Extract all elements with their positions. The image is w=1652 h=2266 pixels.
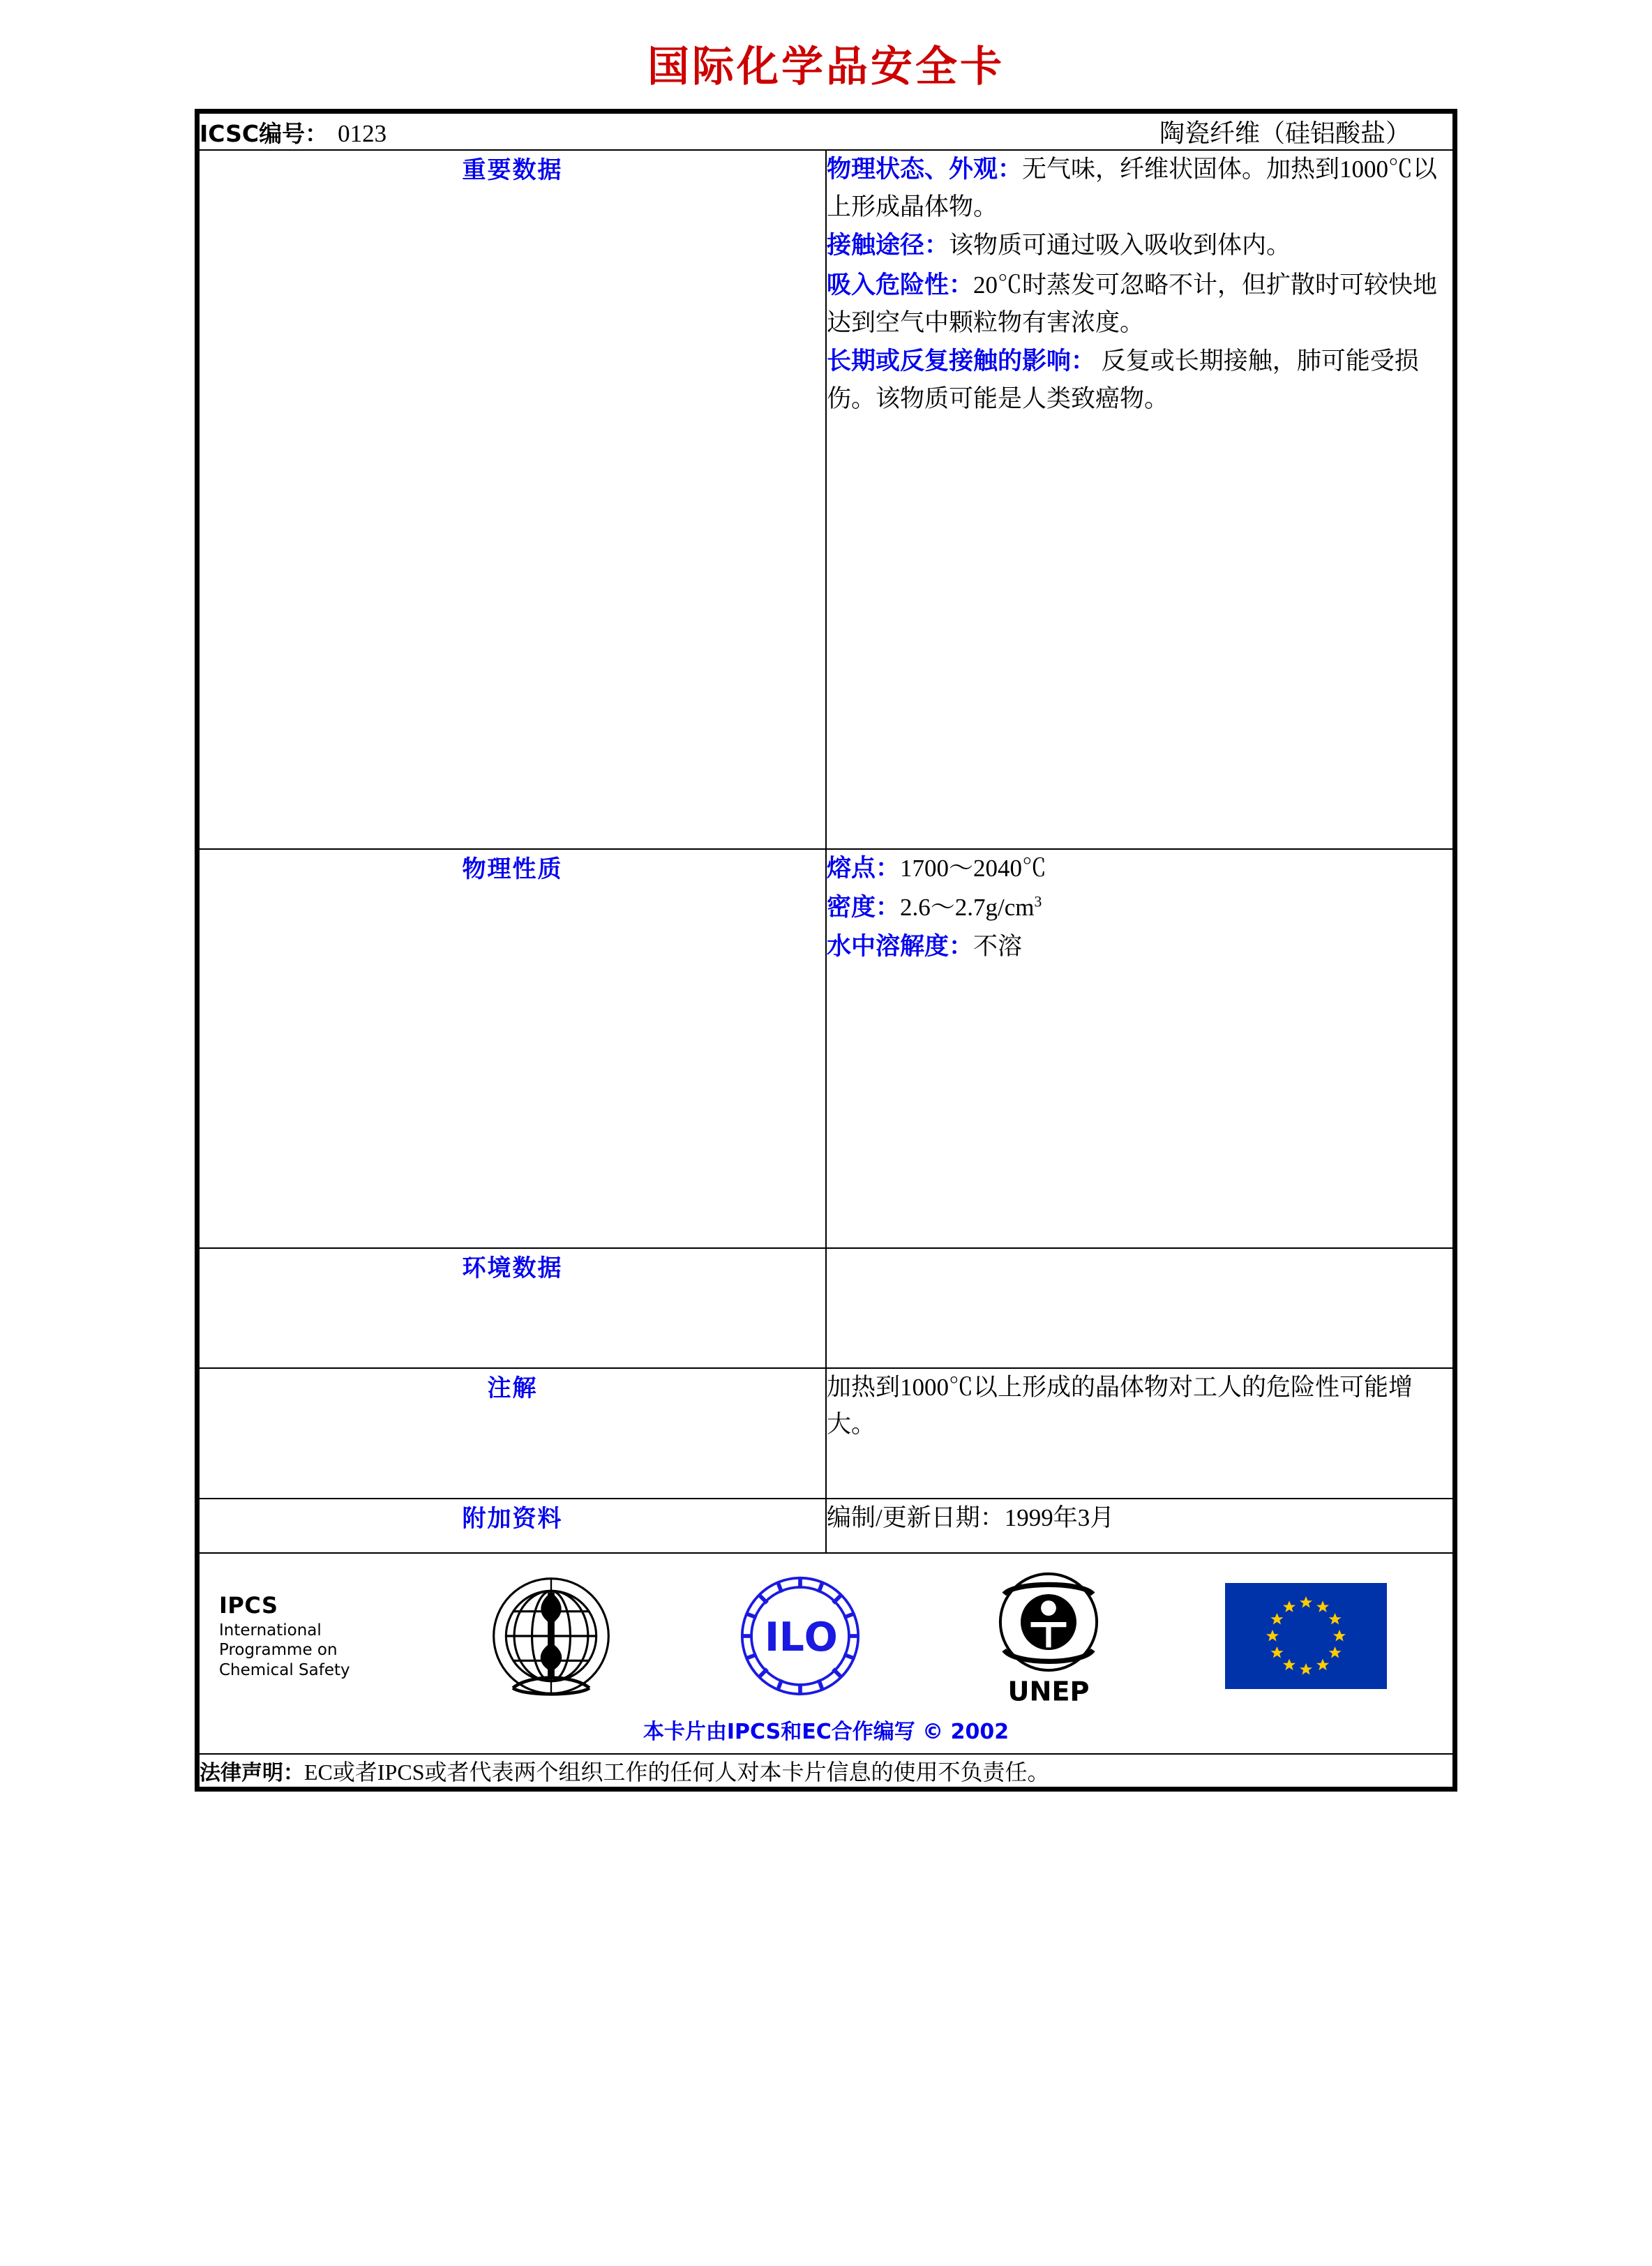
- ipcs-block: [212, 1592, 428, 1679]
- credit-line: 本卡片由IPCS和EC合作编写 © 2002: [643, 1720, 1009, 1744]
- entry-lead: 物理状态、外观：: [827, 156, 1023, 183]
- property-lead: 水中溶解度：: [827, 933, 974, 961]
- property-value: 2.6～2.7g/cm: [900, 894, 1035, 922]
- legal-label: 法律声明：: [200, 1761, 304, 1785]
- ipcs-subtitle-line3: Chemical Safety: [219, 1660, 350, 1679]
- icsc-number-value: 0123: [338, 120, 387, 147]
- property-melting-point: [827, 850, 1452, 887]
- footer-cell: [199, 1553, 1453, 1754]
- footer-logos-row: [199, 1553, 1453, 1754]
- property-lead: 密度：: [827, 894, 901, 922]
- substance-name: 陶瓷纤维（硅铝酸盐）: [1159, 119, 1411, 147]
- ipcs-subtitle-line2: Programme on: [219, 1641, 338, 1660]
- notes-row: [199, 1368, 1453, 1499]
- property-lead: 熔点：: [827, 855, 901, 883]
- section-label-notes: 注解: [199, 1368, 826, 1499]
- property-density: [827, 889, 1452, 926]
- notes-content: 加热到1000℃以上形成的晶体物对工人的危险性可能增大。: [826, 1368, 1453, 1499]
- unep-logo: [979, 1566, 1118, 1706]
- physical-properties-content: [826, 849, 1453, 1248]
- environmental-data-content: [826, 1248, 1453, 1368]
- who-logo-slot: [428, 1568, 675, 1704]
- legal-text: EC或者IPCS或者代表两个组织工作的任何人对本卡片信息的使用不负责任。: [304, 1759, 1050, 1785]
- page: [0, 33, 1652, 2266]
- section-label-environmental-data: 环境数据: [199, 1248, 826, 1368]
- entry-routes-of-exposure: [827, 227, 1452, 264]
- page-title: 国际化学品安全卡: [647, 43, 1005, 91]
- entry-long-term-effects: [827, 343, 1452, 417]
- entry-text: 该物质可通过吸入吸收到体内。: [949, 232, 1291, 260]
- ilo-logo-slot: [675, 1568, 926, 1704]
- legal-row: [199, 1754, 1453, 1787]
- header-cell: [199, 113, 1453, 150]
- property-water-solubility: [827, 928, 1452, 966]
- legal-cell: [199, 1754, 1453, 1787]
- entry-text: 反复或长期接触，肺可能受损伤。该物质可能是人类致癌物。: [827, 347, 1419, 413]
- unep-label: UNEP: [1007, 1676, 1090, 1706]
- important-data-content: [826, 150, 1453, 849]
- entry-inhalation-risk: [827, 267, 1452, 341]
- icsc-table: [198, 112, 1454, 1788]
- ilo-letter-i: I: [764, 1614, 779, 1660]
- section-label-additional-info: 附加资料: [199, 1499, 826, 1553]
- ilo-letter-l: L: [779, 1614, 804, 1660]
- additional-info-row: [199, 1499, 1453, 1553]
- eu-flag-slot: [1172, 1583, 1441, 1689]
- entry-lead: 接触途径：: [827, 232, 949, 260]
- logo-strip: [200, 1554, 1452, 1718]
- header-row: [199, 113, 1453, 150]
- icsc-number-label: ICSC编号：: [200, 120, 329, 147]
- environmental-data-row: [199, 1248, 1453, 1368]
- property-value-superscript: 3: [1034, 893, 1042, 910]
- entry-text: 20℃时蒸发可忽略不计，但扩散时可较快地达到空气中颗粒物有害浓度。: [827, 271, 1438, 336]
- ilo-letter-o: O: [804, 1614, 838, 1660]
- additional-info-content: 编制/更新日期：1999年3月: [826, 1499, 1453, 1553]
- property-value: 不溶: [973, 933, 1023, 961]
- important-data-row: [199, 150, 1453, 849]
- physical-properties-row: [199, 849, 1453, 1248]
- who-logo: [481, 1568, 621, 1704]
- entry-physical-state: [827, 151, 1452, 225]
- unep-logo-slot: [926, 1566, 1172, 1706]
- eu-flag: [1225, 1583, 1387, 1689]
- icsc-card: [195, 109, 1457, 1792]
- section-label-important-data: 重要数据: [199, 150, 826, 849]
- property-value: 1700～2040℃: [900, 855, 1047, 882]
- section-label-physical-properties: 物理性质: [199, 849, 826, 1248]
- entry-text: 无气味，纤维状固体。加热到1000℃以上形成晶体物。: [827, 156, 1438, 221]
- ipcs-name: IPCS: [219, 1592, 278, 1619]
- entry-lead: 吸入危险性：: [827, 271, 974, 299]
- entry-lead: 长期或反复接触的影响：: [827, 347, 1096, 375]
- ilo-logo: [728, 1568, 873, 1704]
- eu-stars: [1225, 1583, 1387, 1689]
- ipcs-subtitle-line1: International: [219, 1621, 322, 1640]
